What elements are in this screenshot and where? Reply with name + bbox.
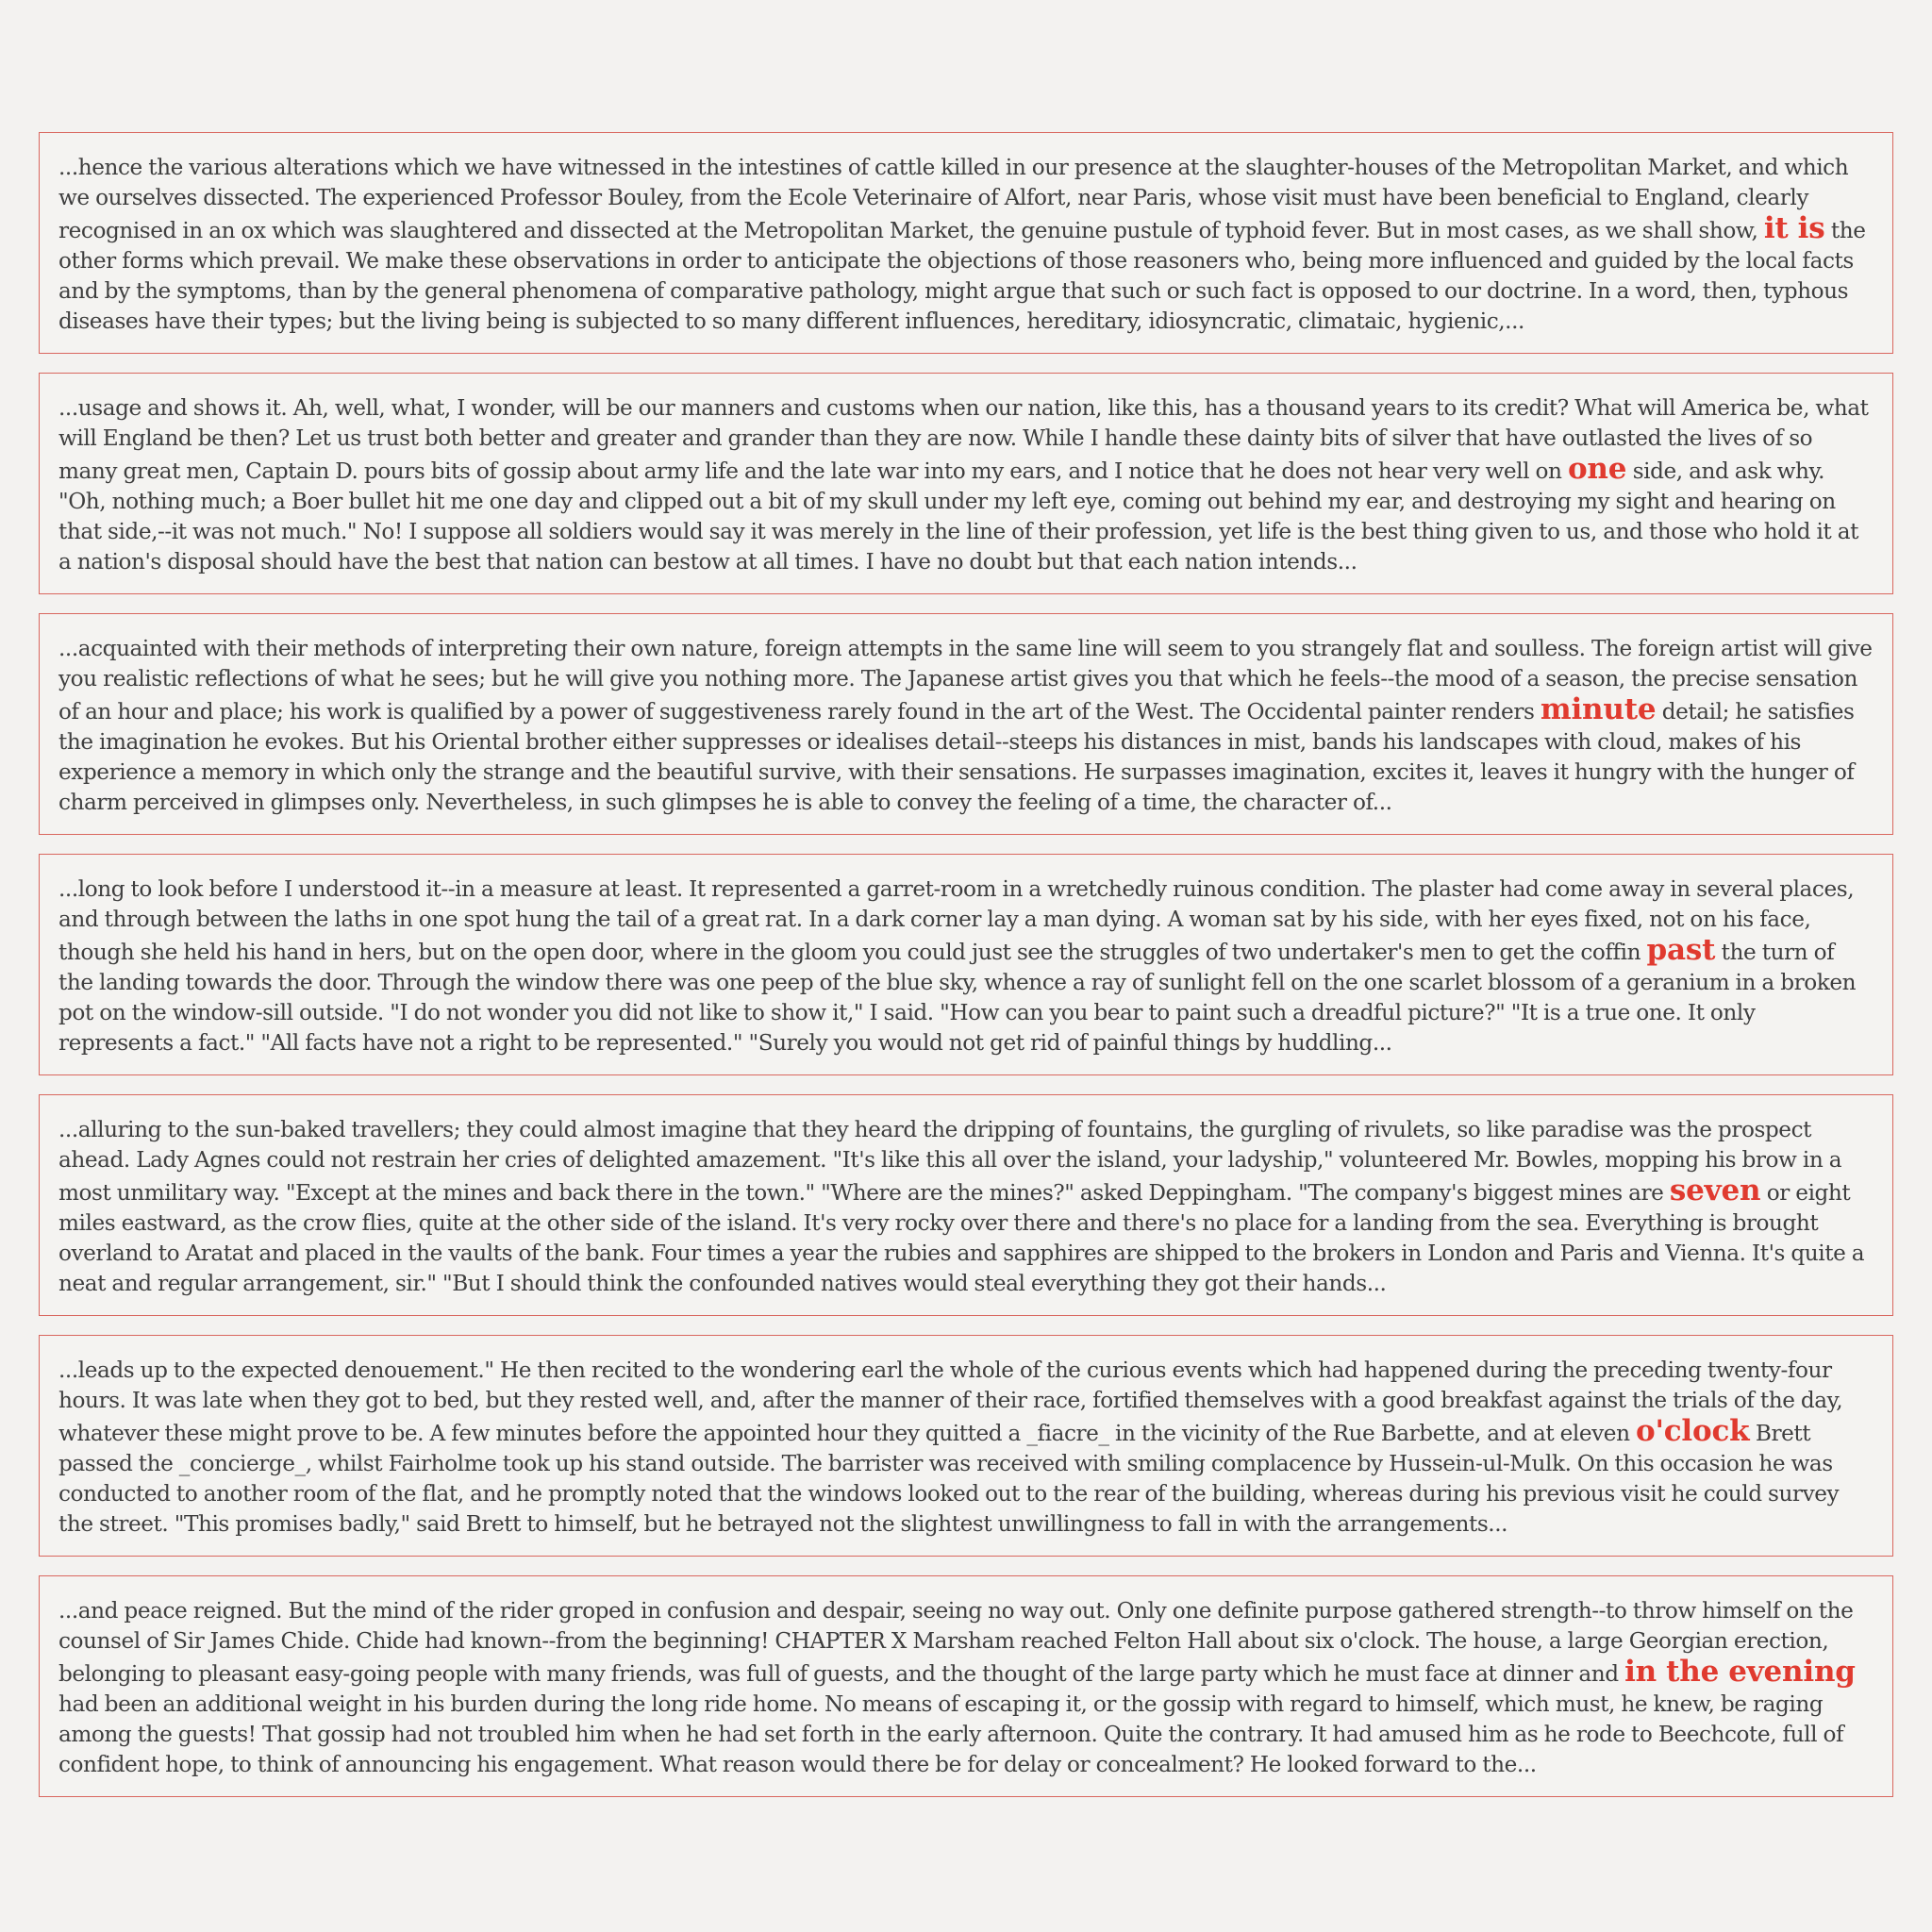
passage-text — [58, 1115, 1874, 1299]
passage-text-before: ...acquainted with their methods of interpreting their own nature, foreign attempts in the same line will seem to you strangely flat and soulless. The foreign artist will give you realistic reflections of what he sees; but he will give you nothing more. The Japanese artist gives you that which he feels--the mood of a season, the precise sensation of an hour and place; his work is qualified by a power of suggestiveness rarely found in the art of the West. The Occidental painter renders — [58, 636, 1873, 724]
highlighted-phrase: o'clock — [1635, 1414, 1750, 1448]
passage-text-after: the other forms which prevail. We make these observations in order to anticipate the objections of those reasoners who, being more influenced and guided by the local facts and by the symptoms, than by the general phenomena of comparative pathology, might argue that such or such fact is opposed to our doctrine. In a word, then, typhous diseases have their types; but the living being is subjected to so many different influences, hereditary, idiosyncratic, climataic, hygienic,... — [58, 218, 1866, 334]
passage-text-after: or eight miles eastward, as the crow flies, quite at the other side of the island. It's very rocky over there and there's no place for a landing from the sea. Everything is brought overland to Aratat and placed in the vaults of the bank. Four times a year the rubies and sapphires are shipped to the brokers in London and Paris and Vienna. It's quite a neat and regular arrangement, sir." "But I should think the confounded natives would steal everything they got their hands... — [58, 1180, 1865, 1296]
passage-text-after: the turn of the landing towards the door. Through the window there was one peep of the blue sky, whence a ray of sunlight fell on the one scarlet blossom of a geranium in a broken pot on the window-sill outside. "I do not wonder you did not like to show it," I said. "How can you bear to paint such a dreadful picture?" "It is a true one. It only represents a fact." "All facts have not a right to be represented." "Surely you would not get rid of painful things by huddling... — [58, 940, 1857, 1056]
passage-card — [39, 1575, 1893, 1797]
passage-text-after: Brett passed the _concierge_, whilst Fairholme took up his stand outside. The barrister was received with smiling complacence by Hussein-ul-Mulk. On this occasion he was conducted to another room of the flat, and he promptly noted that the windows looked out to the rear of the building, whereas during his previous visit he could survey the street. "This promises badly," said Brett to himself, but he betrayed not the slightest unwillingness to fall in with the arrangements... — [58, 1421, 1840, 1537]
passage-list — [39, 132, 1893, 1816]
passage-text-after: detail; he satisfies the imagination he evokes. But his Oriental brother either suppresses or idealises detail--steeps his distances in mist, bands his landscapes with cloud, makes of his experience a memory in which only the strange and the beautiful survive, with their sensations. He surpasses imagination, excites it, leaves it hungry with the hunger of charm perceived in glimpses only. Nevertheless, in such glimpses he is able to convey the feeling of a time, the character of... — [58, 699, 1855, 815]
passage-card — [39, 1335, 1893, 1557]
passage-card — [39, 373, 1893, 594]
passage-text — [58, 153, 1874, 337]
passage-text-before: ...long to look before I understood it--in a measure at least. It represented a garret-room in a wretchedly ruinous condition. The plaster had come away in several places, and through between the laths in one spot hung the tail of a great rat. In a dark corner lay a man dying. A woman sat by his side, with her eyes fixed, not on his face, though she held his hand in hers, but on the open door, where in the gloom you could just see the struggles of two undertaker's men to get the coffin — [58, 876, 1855, 965]
passage-text-before: ...usage and shows it. Ah, well, what, I wonder, will be our manners and customs when our nation, like this, has a thousand years to its credit? What will America be, what will England be then? Let us trust both better and greater and grander than they are now. While I handle these dainty bits of silver that have outlasted the lives of so many great men, Captain D. pours bits of gossip about army life and the late war into my ears, and I notice that he does not hear very well on — [58, 395, 1869, 484]
passage-card — [39, 132, 1893, 354]
passage-card — [39, 613, 1893, 835]
highlighted-phrase: one — [1567, 452, 1627, 486]
passage-card — [39, 1094, 1893, 1316]
highlighted-phrase: it is — [1763, 211, 1825, 245]
passage-text-before: ...hence the various alterations which we have witnessed in the intestines of cattle killed in our presence at the slaughter-houses of the Metropolitan Market, and which we ourselves dissected. The experienced Professor Bouley, from the Ecole Veterinaire of Alfort, near Paris, whose visit must have been beneficial to England, clearly recognised in an ox which was slaughtered and dissected at the Metropolitan Market, the genuine pustule of typhoid fever. But in most cases, as we shall show, — [58, 155, 1849, 243]
passage-text-before: ...and peace reigned. But the mind of the rider groped in confusion and despair, seeing no way out. Only one definite purpose gathered strength--to throw himself on the counsel of Sir James Chide. Chide had known--from the beginning! CHAPTER X Marsham reached Felton Hall about six o'clock. The house, a large Georgian erection, belonging to pleasant easy-going people with many friends, was full of guests, and the thought of the large party which he must face at dinner and — [58, 1598, 1854, 1687]
passage-text — [58, 1356, 1874, 1540]
passage-text-after: had been an additional weight in his burden during the long ride home. No means of escaping it, or the gossip with regard to himself, which must, he knew, be raging among the guests! That gossip had not troubled him when he had set forth in the early afternoon. Quite the contrary. It had amused him as he rode to Beechcote, full of confident hope, to think of announcing his engagement. What reason would there be for delay or concealment? He looked forward to the... — [58, 1691, 1844, 1777]
passage-text — [58, 1596, 1874, 1780]
passage-text — [58, 634, 1874, 818]
passage-card — [39, 854, 1893, 1075]
passage-text — [58, 393, 1874, 577]
highlighted-phrase: in the evening — [1624, 1655, 1856, 1689]
passage-text-before: ...alluring to the sun-baked travellers; they could almost imagine that they heard the dripping of fountains, the gurgling of rivulets, so like paradise was the prospect ahead. Lady Agnes could not restrain her cries of delighted amazement. "It's like this all over the island, your ladyship," volunteered Mr. Bowles, mopping his brow in a most unmilitary way. "Except at the mines and back there in the town." "Where are the mines?" asked Deppingham. "The company's biggest mines are — [58, 1117, 1842, 1206]
passage-text-before: ...leads up to the expected denouement." He then recited to the wondering earl the whole of the curious events which had happened during the preceding twenty-four hours. It was late when they got to bed, but they rested well, and, after the manner of their race, fortified themselves with a good breakfast against the trials of the day, whatever these might prove to be. A few minutes before the appointed hour they quitted a _fiacre_ in the vicinity of the Rue Barbette, and at eleven — [58, 1357, 1843, 1446]
highlighted-phrase: past — [1646, 933, 1716, 967]
highlighted-phrase: seven — [1669, 1174, 1761, 1208]
passage-text-after: side, and ask why. "Oh, nothing much; a Boer bullet hit me one day and clipped out a bit of my skull under my left eye, coming out behind my ear, and destroying my sight and hearing on that side,--it was not much." No! I suppose all soldiers would say it was merely in the line of their profession, yet life is the best thing given to us, and those who hold it at a nation's disposal should have the best that nation can bestow at all times. I have no doubt but that each nation intends... — [58, 458, 1858, 575]
passage-text — [58, 874, 1874, 1058]
highlighted-phrase: minute — [1540, 692, 1657, 726]
